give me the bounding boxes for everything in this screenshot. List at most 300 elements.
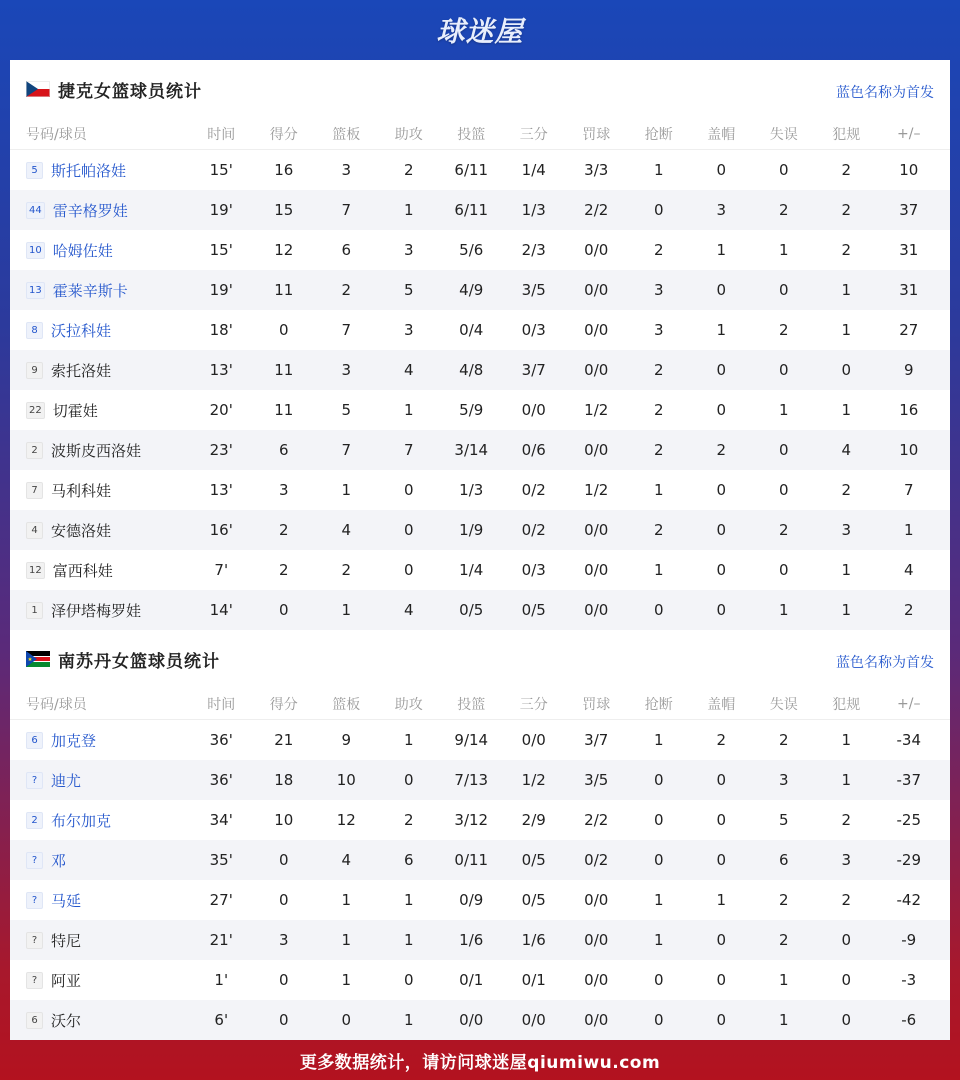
stat-plus-minus: 4 <box>903 561 914 579</box>
player-name[interactable]: 泽伊塔梅罗娃 <box>51 601 142 620</box>
player-row[interactable] <box>10 270 950 310</box>
stat-assists: 6 <box>403 851 414 869</box>
stat-plus-minus: -29 <box>896 851 921 869</box>
stat-rebounds: 1 <box>341 481 352 499</box>
starter-note: 蓝色名称为首发 <box>836 655 934 671</box>
stat-three-pt: 0/3 <box>521 321 546 339</box>
stat-turnovers: 0 <box>778 361 789 379</box>
column-header-row <box>10 118 950 150</box>
player-name[interactable]: 迪尤 <box>51 771 82 790</box>
stat-steals: 3 <box>653 321 664 339</box>
section-header <box>10 60 950 118</box>
stat-steals: 0 <box>653 201 664 219</box>
stat-minutes: 21' <box>209 931 233 949</box>
player-name[interactable]: 阿亚 <box>51 971 82 990</box>
stat-three-pt: 1/4 <box>521 161 546 179</box>
stat-three-pt: 0/0 <box>521 401 546 419</box>
player-row[interactable] <box>10 150 950 190</box>
stat-three-pt: 1/2 <box>521 771 546 789</box>
stat-fouls: 0 <box>841 971 852 989</box>
player-name[interactable]: 霍莱辛斯卡 <box>52 281 128 300</box>
stat-points: 12 <box>274 241 294 259</box>
jersey-number: ? <box>26 972 43 989</box>
column-header: 失误 <box>769 696 798 713</box>
stat-ft: 0/0 <box>584 241 609 259</box>
player-row[interactable] <box>10 390 950 430</box>
stat-fg: 7/13 <box>454 771 489 789</box>
stat-ft: 1/2 <box>584 401 609 419</box>
stat-assists: 4 <box>403 361 414 379</box>
stat-blocks: 2 <box>716 731 727 749</box>
section-header <box>10 630 950 688</box>
stat-minutes: 1' <box>214 971 229 989</box>
stat-turnovers: 0 <box>778 281 789 299</box>
stat-points: 0 <box>278 891 289 909</box>
stat-points: 3 <box>278 481 289 499</box>
stat-plus-minus: 1 <box>903 521 914 539</box>
column-header: 三分 <box>519 126 548 143</box>
jersey-number: 6 <box>26 732 43 749</box>
player-cell <box>10 730 190 751</box>
stat-ft: 0/0 <box>584 971 609 989</box>
stat-fouls: 1 <box>841 601 852 619</box>
stat-steals: 1 <box>653 731 664 749</box>
player-cell <box>10 440 190 461</box>
stat-plus-minus: -42 <box>896 891 921 909</box>
stat-minutes: 20' <box>209 401 233 419</box>
column-header: +/– <box>897 125 921 142</box>
stat-minutes: 13' <box>209 481 233 499</box>
player-cell <box>10 320 190 341</box>
stat-three-pt: 0/2 <box>521 481 546 499</box>
player-cell <box>10 890 190 911</box>
stat-plus-minus: 31 <box>899 281 919 299</box>
player-cell <box>10 240 190 261</box>
stat-fg: 1/6 <box>459 931 484 949</box>
player-cell <box>10 520 190 541</box>
stat-fg: 5/9 <box>459 401 484 419</box>
stat-three-pt: 2/3 <box>521 241 546 259</box>
column-header: 盖帽 <box>707 126 736 143</box>
jersey-number: 6 <box>26 1012 43 1029</box>
stat-steals: 0 <box>653 971 664 989</box>
stat-plus-minus: -3 <box>901 971 917 989</box>
stat-rebounds: 1 <box>341 931 352 949</box>
stat-points: 0 <box>278 1011 289 1029</box>
player-cell <box>10 930 190 951</box>
stat-steals: 3 <box>653 281 664 299</box>
player-name[interactable]: 索托洛娃 <box>51 361 112 380</box>
stat-three-pt: 0/0 <box>521 731 546 749</box>
team-sections <box>10 60 950 1040</box>
stat-points: 15 <box>274 201 294 219</box>
stat-assists: 2 <box>403 811 414 829</box>
czech-flag <box>26 81 50 97</box>
column-header: 号码/球员 <box>26 126 87 143</box>
stat-fouls: 3 <box>841 851 852 869</box>
player-row[interactable] <box>10 350 950 390</box>
player-name[interactable]: 波斯皮西洛娃 <box>51 441 142 460</box>
stat-ft: 1/2 <box>584 481 609 499</box>
column-header: 得分 <box>269 696 298 713</box>
stat-turnovers: 2 <box>778 891 789 909</box>
stat-fg: 6/11 <box>454 201 489 219</box>
jersey-number: 5 <box>26 162 43 179</box>
player-row[interactable] <box>10 430 950 470</box>
player-name[interactable]: 布尔加克 <box>51 811 112 830</box>
stat-assists: 0 <box>403 971 414 989</box>
stat-fouls: 2 <box>841 161 852 179</box>
player-row[interactable] <box>10 310 950 350</box>
stat-turnovers: 1 <box>778 1011 789 1029</box>
stat-ft: 0/0 <box>584 281 609 299</box>
stat-plus-minus: 27 <box>899 321 919 339</box>
player-name[interactable]: 切霍娃 <box>52 401 98 420</box>
stat-rebounds: 4 <box>341 851 352 869</box>
stat-turnovers: 2 <box>778 321 789 339</box>
player-row[interactable] <box>10 230 950 270</box>
stat-steals: 1 <box>653 891 664 909</box>
stat-plus-minus: 31 <box>899 241 919 259</box>
player-cell <box>10 160 190 181</box>
stat-points: 11 <box>274 281 294 299</box>
stat-ft: 0/2 <box>584 851 609 869</box>
column-header: 投篮 <box>457 696 486 713</box>
stat-blocks: 0 <box>716 281 727 299</box>
stat-fouls: 1 <box>841 731 852 749</box>
stat-fouls: 3 <box>841 521 852 539</box>
stat-turnovers: 1 <box>778 401 789 419</box>
player-cell <box>10 770 190 791</box>
player-name[interactable]: 马利科娃 <box>51 481 112 500</box>
stat-three-pt: 0/1 <box>521 971 546 989</box>
player-row[interactable] <box>10 470 950 510</box>
stat-rebounds: 1 <box>341 891 352 909</box>
stat-blocks: 1 <box>716 241 727 259</box>
jersey-number: 4 <box>26 522 43 539</box>
brand-logo: 球迷屋 <box>436 15 524 48</box>
stat-assists: 2 <box>403 161 414 179</box>
stat-ft: 0/0 <box>584 891 609 909</box>
stat-fg: 0/5 <box>459 601 484 619</box>
stat-plus-minus: 7 <box>903 481 914 499</box>
section-title: 捷克女篮球员统计 <box>58 81 202 102</box>
stat-ft: 2/2 <box>584 811 609 829</box>
stat-blocks: 0 <box>716 521 727 539</box>
column-header: 时间 <box>207 696 236 713</box>
stat-assists: 7 <box>403 441 414 459</box>
stat-plus-minus: 9 <box>903 361 914 379</box>
stat-fouls: 2 <box>841 811 852 829</box>
stat-blocks: 2 <box>716 441 727 459</box>
player-row[interactable] <box>10 920 950 960</box>
stat-three-pt: 3/7 <box>521 361 546 379</box>
stat-points: 0 <box>278 851 289 869</box>
player-cell <box>10 600 190 621</box>
column-header: 助攻 <box>394 696 423 713</box>
jersey-number: ? <box>26 852 43 869</box>
player-name[interactable]: 富西科娃 <box>52 561 113 580</box>
stat-ft: 0/0 <box>584 321 609 339</box>
column-header: 罚球 <box>582 126 611 143</box>
stat-three-pt: 1/3 <box>521 201 546 219</box>
stat-ft: 3/3 <box>584 161 609 179</box>
column-header: 篮板 <box>332 696 361 713</box>
stat-ft: 0/0 <box>584 521 609 539</box>
stat-assists: 4 <box>403 601 414 619</box>
jersey-number: ? <box>26 892 43 909</box>
stat-rebounds: 7 <box>341 441 352 459</box>
stat-points: 2 <box>278 521 289 539</box>
stat-three-pt: 0/5 <box>521 891 546 909</box>
stat-assists: 1 <box>403 401 414 419</box>
stat-assists: 1 <box>403 891 414 909</box>
player-name[interactable]: 斯托帕洛娃 <box>51 161 127 180</box>
stat-fg: 0/4 <box>459 321 484 339</box>
stat-rebounds: 12 <box>336 811 356 829</box>
stat-plus-minus: 10 <box>899 441 919 459</box>
stat-ft: 3/5 <box>584 771 609 789</box>
stat-steals: 1 <box>653 161 664 179</box>
stat-plus-minus: 37 <box>899 201 919 219</box>
jersey-number: 13 <box>26 282 45 299</box>
player-name[interactable]: 雷辛格罗娃 <box>52 201 128 220</box>
stat-turnovers: 0 <box>778 561 789 579</box>
stat-fg: 1/9 <box>459 521 484 539</box>
player-cell <box>10 360 190 381</box>
stat-rebounds: 3 <box>341 361 352 379</box>
player-cell <box>10 480 190 501</box>
stat-minutes: 16' <box>209 521 233 539</box>
column-header: 投篮 <box>457 126 486 143</box>
stat-plus-minus: -6 <box>901 1011 917 1029</box>
player-name[interactable]: 沃拉科娃 <box>51 321 112 340</box>
player-row[interactable] <box>10 550 950 590</box>
jersey-number: 2 <box>26 442 43 459</box>
stat-rebounds: 2 <box>341 281 352 299</box>
column-header: 助攻 <box>394 126 423 143</box>
stat-minutes: 35' <box>209 851 233 869</box>
stat-blocks: 0 <box>716 811 727 829</box>
stat-three-pt: 0/3 <box>521 561 546 579</box>
stat-fouls: 1 <box>841 771 852 789</box>
stat-plus-minus: -9 <box>901 931 917 949</box>
stat-ft: 0/0 <box>584 1011 609 1029</box>
stat-minutes: 15' <box>209 241 233 259</box>
column-header: 时间 <box>207 126 236 143</box>
stat-plus-minus: -34 <box>896 731 921 749</box>
stat-fouls: 4 <box>841 441 852 459</box>
player-row[interactable] <box>10 840 950 880</box>
stat-rebounds: 7 <box>341 321 352 339</box>
stat-plus-minus: 10 <box>899 161 919 179</box>
stat-turnovers: 2 <box>778 731 789 749</box>
team-section <box>10 60 950 630</box>
jersey-number: 44 <box>26 202 45 219</box>
starter-note: 蓝色名称为首发 <box>836 85 934 101</box>
stat-three-pt: 0/5 <box>521 601 546 619</box>
stat-points: 6 <box>278 441 289 459</box>
stat-plus-minus: 2 <box>903 601 914 619</box>
player-name[interactable]: 邓 <box>51 851 67 870</box>
stat-steals: 1 <box>653 561 664 579</box>
stat-turnovers: 1 <box>778 241 789 259</box>
stat-steals: 2 <box>653 441 664 459</box>
stat-minutes: 6' <box>214 1011 229 1029</box>
stat-blocks: 0 <box>716 931 727 949</box>
column-header-row <box>10 688 950 720</box>
stat-assists: 0 <box>403 481 414 499</box>
stat-turnovers: 6 <box>778 851 789 869</box>
stat-steals: 0 <box>653 601 664 619</box>
stat-fouls: 2 <box>841 241 852 259</box>
jersey-number: 7 <box>26 482 43 499</box>
column-header: 罚球 <box>582 696 611 713</box>
stat-fouls: 1 <box>841 401 852 419</box>
stat-turnovers: 2 <box>778 521 789 539</box>
stat-assists: 1 <box>403 731 414 749</box>
stat-rebounds: 7 <box>341 201 352 219</box>
stat-ft: 3/7 <box>584 731 609 749</box>
south-sudan-flag <box>26 651 50 667</box>
player-row[interactable] <box>10 760 950 800</box>
player-name[interactable]: 安德洛娃 <box>51 521 112 540</box>
stat-three-pt: 2/9 <box>521 811 546 829</box>
player-row[interactable] <box>10 960 950 1000</box>
player-row[interactable] <box>10 510 950 550</box>
stat-assists: 0 <box>403 561 414 579</box>
stat-fg: 0/9 <box>459 891 484 909</box>
player-cell <box>10 1010 190 1031</box>
stat-minutes: 36' <box>209 731 233 749</box>
stat-assists: 3 <box>403 241 414 259</box>
stat-blocks: 0 <box>716 161 727 179</box>
stat-ft: 0/0 <box>584 931 609 949</box>
stat-turnovers: 2 <box>778 201 789 219</box>
column-header: 篮板 <box>332 126 361 143</box>
jersey-number: 8 <box>26 322 43 339</box>
stat-points: 10 <box>274 811 294 829</box>
jersey-number: ? <box>26 772 43 789</box>
stat-turnovers: 1 <box>778 601 789 619</box>
player-name[interactable]: 加克登 <box>51 731 97 750</box>
stat-points: 0 <box>278 971 289 989</box>
player-row[interactable] <box>10 1000 950 1040</box>
stat-points: 2 <box>278 561 289 579</box>
stat-ft: 2/2 <box>584 201 609 219</box>
player-cell <box>10 970 190 991</box>
stat-three-pt: 0/2 <box>521 521 546 539</box>
stat-steals: 0 <box>653 811 664 829</box>
stat-blocks: 1 <box>716 891 727 909</box>
stat-fg: 0/1 <box>459 971 484 989</box>
stat-minutes: 15' <box>209 161 233 179</box>
stat-fouls: 1 <box>841 561 852 579</box>
player-row[interactable] <box>10 720 950 760</box>
stat-steals: 2 <box>653 361 664 379</box>
player-name[interactable]: 沃尔 <box>51 1011 82 1030</box>
stat-minutes: 14' <box>209 601 233 619</box>
jersey-number: 1 <box>26 602 43 619</box>
player-name[interactable]: 马延 <box>51 891 82 910</box>
column-header: 三分 <box>519 696 548 713</box>
stat-minutes: 18' <box>209 321 233 339</box>
stat-turnovers: 0 <box>778 441 789 459</box>
stat-points: 0 <box>278 321 289 339</box>
stat-fouls: 2 <box>841 201 852 219</box>
stat-fg: 6/11 <box>454 161 489 179</box>
column-header: 抢断 <box>644 126 673 143</box>
column-header: 号码/球员 <box>26 696 87 713</box>
stat-rebounds: 4 <box>341 521 352 539</box>
player-name[interactable]: 特尼 <box>51 931 82 950</box>
stat-assists: 5 <box>403 281 414 299</box>
stats-card <box>10 60 950 1040</box>
player-cell <box>10 810 190 831</box>
section-title: 南苏丹女篮球员统计 <box>58 651 220 672</box>
stat-assists: 0 <box>403 521 414 539</box>
stat-blocks: 0 <box>716 971 727 989</box>
stat-minutes: 34' <box>209 811 233 829</box>
player-row[interactable] <box>10 880 950 920</box>
player-name[interactable]: 哈姆佐娃 <box>52 241 113 260</box>
stat-fg: 4/8 <box>459 361 484 379</box>
stat-fouls: 0 <box>841 931 852 949</box>
team-section <box>10 630 950 1040</box>
footer-banner[interactable]: 更多数据统计，请访问球迷屋qiumiwu.com <box>299 1052 661 1073</box>
stat-fg: 0/11 <box>454 851 489 869</box>
stat-fg: 3/12 <box>454 811 489 829</box>
stat-blocks: 0 <box>716 361 727 379</box>
stat-rebounds: 1 <box>341 601 352 619</box>
stat-points: 3 <box>278 931 289 949</box>
stat-three-pt: 0/6 <box>521 441 546 459</box>
player-cell <box>10 560 190 581</box>
player-row[interactable] <box>10 190 950 230</box>
stat-minutes: 23' <box>209 441 233 459</box>
stat-assists: 1 <box>403 1011 414 1029</box>
stat-rebounds: 1 <box>341 971 352 989</box>
stat-steals: 2 <box>653 401 664 419</box>
stat-fg: 0/0 <box>459 1011 484 1029</box>
stat-points: 21 <box>274 731 294 749</box>
stat-ft: 0/0 <box>584 441 609 459</box>
player-row[interactable] <box>10 590 950 630</box>
stat-steals: 2 <box>653 241 664 259</box>
stat-rebounds: 5 <box>341 401 352 419</box>
stat-rebounds: 3 <box>341 161 352 179</box>
stat-ft: 0/0 <box>584 361 609 379</box>
stat-minutes: 7' <box>214 561 229 579</box>
stat-assists: 3 <box>403 321 414 339</box>
stat-plus-minus: 16 <box>899 401 919 419</box>
column-header: 盖帽 <box>707 696 736 713</box>
stat-fg: 4/9 <box>459 281 484 299</box>
stat-ft: 0/0 <box>584 601 609 619</box>
stat-blocks: 0 <box>716 481 727 499</box>
stat-points: 11 <box>274 361 294 379</box>
stat-fouls: 1 <box>841 321 852 339</box>
stat-rebounds: 10 <box>336 771 356 789</box>
stat-steals: 0 <box>653 1011 664 1029</box>
stat-minutes: 27' <box>209 891 233 909</box>
column-header: 得分 <box>269 126 298 143</box>
stat-three-pt: 0/0 <box>521 1011 546 1029</box>
jersey-number: 10 <box>26 242 45 259</box>
stat-three-pt: 0/5 <box>521 851 546 869</box>
player-row[interactable] <box>10 800 950 840</box>
stat-fg: 1/3 <box>459 481 484 499</box>
